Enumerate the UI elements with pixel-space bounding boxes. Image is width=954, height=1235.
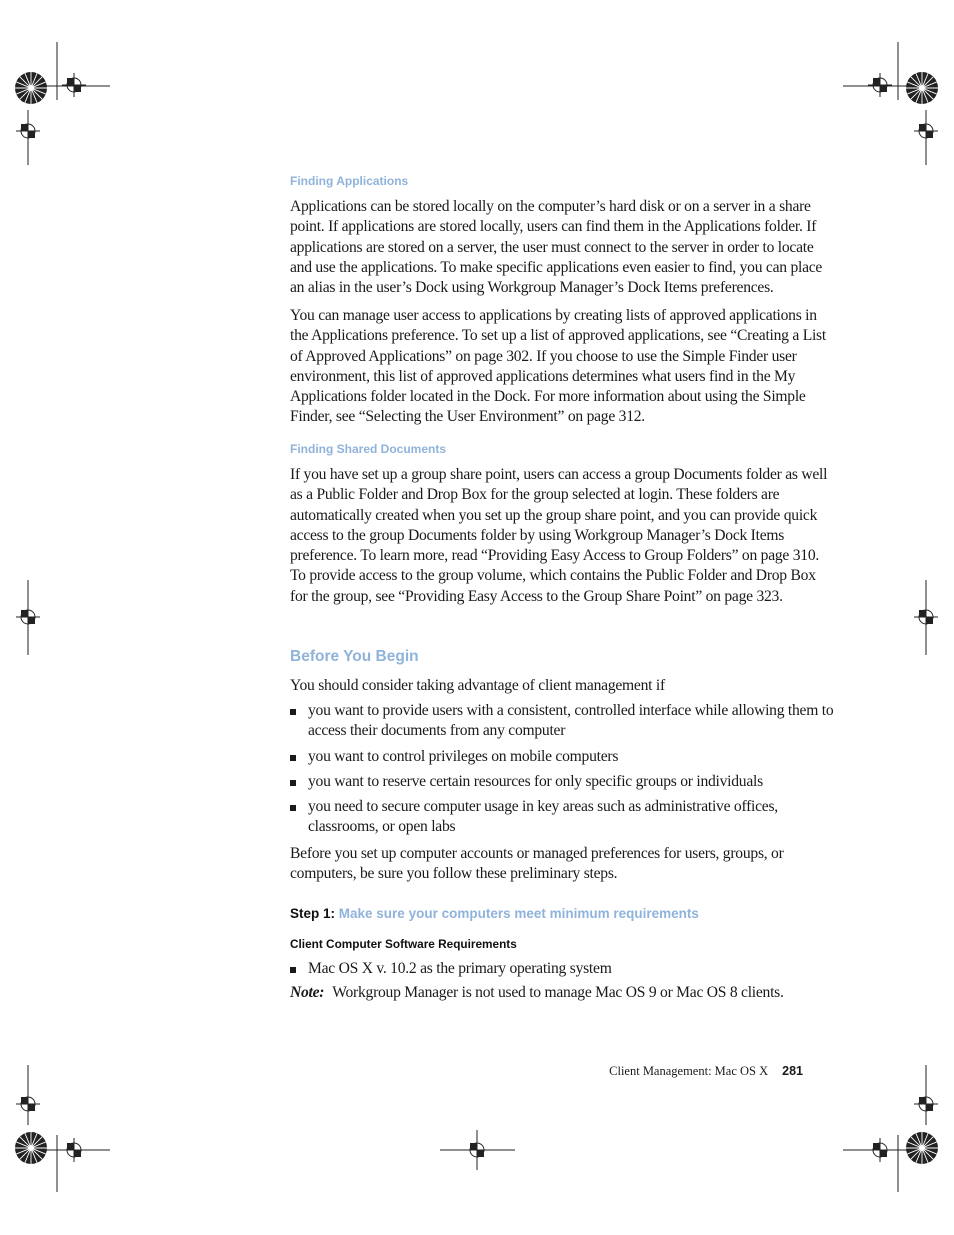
footer-chapter: Client Management: Mac OS X [609,1064,769,1078]
paragraph-intro: You should consider taking advantage of client management if [290,677,665,694]
paragraph-shared-documents: If you have set up a group share point, users can access a group Documents folder as well as a Public Folder and Drop Box for the group selected at login. These folders are automatically created when you set up the group share point, and you can provide quick access to the group Documents folder by using Workgroup Manager’s Dock Items preference. To learn more, read “Providing Easy Access to Group Folders” on page 310. To provide access to the group volume, which contains the Public Folder and Drop Box for the group, see “Providing Easy Access to the Group Share Point” on page 323. [290,466,828,605]
bullet-square-icon [290,709,296,715]
bullet-square-icon [290,805,296,811]
requirements-list [290,959,835,979]
list-item: you want to provide users with a consistent, controlled interface while allowing them to access their documents from any computer [290,701,835,742]
page-footer [609,1064,803,1079]
bullet-square-icon [290,967,296,973]
step-title: Make sure your computers meet minimum requirements [338,906,699,921]
page-number: 281 [782,1064,803,1078]
heading-finding-shared-documents: Finding Shared Documents [290,442,447,456]
bullet-square-icon [290,755,296,761]
list-item: you want to reserve certain resources for only specific groups or individuals [290,772,835,792]
list-item: you want to control privileges on mobile computers [290,747,835,767]
bullet-square-icon [290,780,296,786]
step-1-heading [290,906,835,921]
paragraph-applications-storage: Applications can be stored locally on the computer’s hard disk or on a server in a share point. If applications are stored locally, users can find them in the Applications folder. If applications are stored on a server, the user must connect to the server in order to locate and use the applications. To make specific applications even easier to find, you can place an alias in the user’s Dock using Workgroup Manager’s Dock Items preferences. [290,198,823,297]
note [290,983,835,1003]
heading-before-you-begin: Before You Begin [290,648,419,665]
step-label: Step 1: [290,906,336,921]
list-item: Mac OS X v. 10.2 as the primary operating system [290,959,835,979]
note-label: Note: [290,984,325,1001]
paragraph-preliminary-steps: Before you set up computer accounts or managed preferences for users, groups, or computers, be sure you follow these preliminary steps. [290,845,784,883]
heading-finding-applications: Finding Applications [290,174,409,188]
note-text: Workgroup Manager is not used to manage Mac OS 9 or Mac OS 8 clients. [332,984,784,1001]
list-item: you need to secure computer usage in key areas such as administrative offices, classrooms, or open labs [290,797,835,838]
paragraph-application-access: You can manage user access to applications by creating lists of approved applications in the Applications preference. To set up a list of approved applications, see “Creating a List of Approved Applications” on page 302. If you choose to use the Simple Finder user environment, this list of approved applications determines what users find in the My Applications folder located in the Dock. For more information about using the Simple Finder, see “Selecting the User Environment” on page 312. [290,307,826,426]
heading-client-software-requirements: Client Computer Software Requirements [290,937,517,951]
considerations-list [290,701,835,838]
